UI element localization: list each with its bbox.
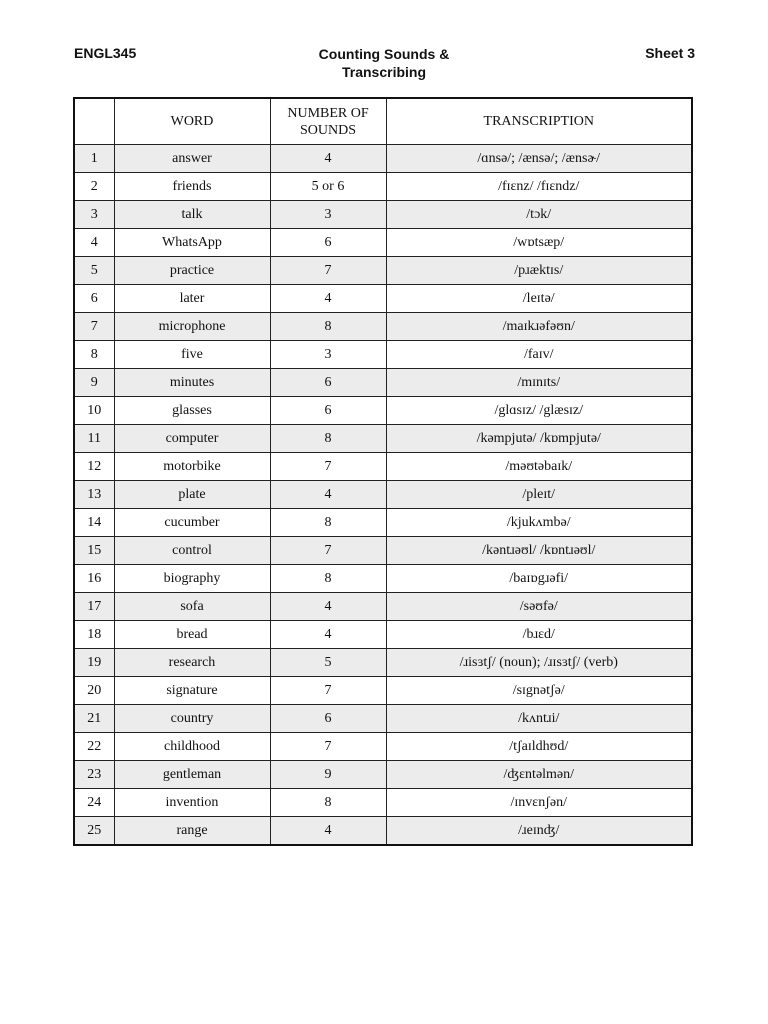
transcription-cell: /kjukʌmbə/	[386, 509, 692, 537]
row-number: 4	[74, 229, 114, 257]
transcription-cell: /məʊtəbaɪk/	[386, 453, 692, 481]
sound-count-cell: 7	[270, 537, 386, 565]
row-number: 20	[74, 677, 114, 705]
sound-count-cell: 5	[270, 649, 386, 677]
row-number: 25	[74, 817, 114, 846]
word-cell: childhood	[114, 733, 270, 761]
sound-count-cell: 8	[270, 565, 386, 593]
row-number: 22	[74, 733, 114, 761]
word-cell: country	[114, 705, 270, 733]
column-header-word: WORD	[114, 98, 270, 145]
word-cell: signature	[114, 677, 270, 705]
word-cell: talk	[114, 201, 270, 229]
sound-count-cell: 8	[270, 313, 386, 341]
transcription-cell: /maɪkɹəfəʊn/	[386, 313, 692, 341]
word-cell: microphone	[114, 313, 270, 341]
word-cell: motorbike	[114, 453, 270, 481]
transcription-table	[73, 97, 693, 846]
word-cell: range	[114, 817, 270, 846]
table-row	[74, 649, 692, 677]
table-row	[74, 425, 692, 453]
row-number: 10	[74, 397, 114, 425]
table-row	[74, 369, 692, 397]
row-number: 11	[74, 425, 114, 453]
transcription-cell: /ʤɛntəlmən/	[386, 761, 692, 789]
table-row	[74, 397, 692, 425]
word-cell: sofa	[114, 593, 270, 621]
transcription-cell: /pɹæktɪs/	[386, 257, 692, 285]
sound-count-cell: 3	[270, 341, 386, 369]
transcription-cell: /kəmpjutə/ /kɒmpjutə/	[386, 425, 692, 453]
course-code: ENGL345	[74, 45, 137, 61]
table-row	[74, 313, 692, 341]
transcription-cell: /leɪtə/	[386, 285, 692, 313]
sound-count-cell: 4	[270, 817, 386, 846]
page-title	[284, 45, 484, 81]
transcription-cell: /glɑsɪz/ /glæsɪz/	[386, 397, 692, 425]
transcription-cell: /tʃaɪldhʊd/	[386, 733, 692, 761]
sound-count-cell: 4	[270, 621, 386, 649]
row-number: 7	[74, 313, 114, 341]
sound-count-cell: 6	[270, 229, 386, 257]
word-cell: invention	[114, 789, 270, 817]
word-cell: later	[114, 285, 270, 313]
word-cell: WhatsApp	[114, 229, 270, 257]
sound-count-cell: 7	[270, 257, 386, 285]
sound-count-cell: 8	[270, 789, 386, 817]
row-number: 21	[74, 705, 114, 733]
sound-count-cell: 8	[270, 509, 386, 537]
transcription-cell: /pleɪt/	[386, 481, 692, 509]
column-header-number-of-sounds: NUMBER OF SOUNDS	[270, 98, 386, 145]
sound-count-cell: 4	[270, 593, 386, 621]
row-number: 9	[74, 369, 114, 397]
transcription-cell: /kəntɹəʊl/ /kɒntɹəʊl/	[386, 537, 692, 565]
table-row	[74, 677, 692, 705]
page-title-line-1: Counting Sounds &	[318, 46, 450, 62]
transcription-cell: /mɪnɪts/	[386, 369, 692, 397]
table-row	[74, 453, 692, 481]
row-number: 1	[74, 145, 114, 173]
row-number: 2	[74, 173, 114, 201]
row-number: 15	[74, 537, 114, 565]
column-header-index	[74, 98, 114, 145]
table-body	[74, 145, 692, 846]
word-cell: plate	[114, 481, 270, 509]
sound-count-cell: 4	[270, 481, 386, 509]
table-row	[74, 481, 692, 509]
table-row	[74, 705, 692, 733]
word-cell: answer	[114, 145, 270, 173]
word-cell: biography	[114, 565, 270, 593]
transcription-cell: /kʌntɹi/	[386, 705, 692, 733]
word-cell: five	[114, 341, 270, 369]
word-cell: friends	[114, 173, 270, 201]
column-header-transcription: TRANSCRIPTION	[386, 98, 692, 145]
transcription-cell: /sɪgnətʃə/	[386, 677, 692, 705]
transcription-cell: /ɹisɜtʃ/ (noun); /ɹɪsɜtʃ/ (verb)	[386, 649, 692, 677]
sound-count-cell: 6	[270, 705, 386, 733]
transcription-cell: /ɑnsə/; /ænsə/; /ænsɚ/	[386, 145, 692, 173]
sound-count-cell: 3	[270, 201, 386, 229]
table-row	[74, 621, 692, 649]
word-cell: research	[114, 649, 270, 677]
sound-count-cell: 8	[270, 425, 386, 453]
row-number: 14	[74, 509, 114, 537]
transcription-cell: /faɪv/	[386, 341, 692, 369]
word-cell: gentleman	[114, 761, 270, 789]
word-cell: control	[114, 537, 270, 565]
table-row	[74, 173, 692, 201]
word-cell: computer	[114, 425, 270, 453]
table-row	[74, 761, 692, 789]
word-cell: glasses	[114, 397, 270, 425]
table-row	[74, 201, 692, 229]
sound-count-cell: 7	[270, 677, 386, 705]
transcription-cell: /bɹɛd/	[386, 621, 692, 649]
table-row	[74, 537, 692, 565]
table-row	[74, 593, 692, 621]
table-row	[74, 341, 692, 369]
sheet-number: Sheet 3	[645, 45, 695, 61]
table-row	[74, 229, 692, 257]
row-number: 17	[74, 593, 114, 621]
row-number: 6	[74, 285, 114, 313]
row-number: 5	[74, 257, 114, 285]
transcription-cell: /wɒtsæp/	[386, 229, 692, 257]
row-number: 18	[74, 621, 114, 649]
sound-count-cell: 4	[270, 145, 386, 173]
row-number: 3	[74, 201, 114, 229]
table-row	[74, 285, 692, 313]
row-number: 16	[74, 565, 114, 593]
sound-count-cell: 9	[270, 761, 386, 789]
row-number: 13	[74, 481, 114, 509]
sound-count-cell: 5 or 6	[270, 173, 386, 201]
table-row	[74, 817, 692, 846]
transcription-cell: /fɪɛnz/ /fɪɛndz/	[386, 173, 692, 201]
transcription-cell: /baɪɒgɹəfi/	[386, 565, 692, 593]
page-title-line-2: Transcribing	[341, 64, 427, 80]
word-cell: practice	[114, 257, 270, 285]
table-row	[74, 509, 692, 537]
row-number: 19	[74, 649, 114, 677]
row-number: 12	[74, 453, 114, 481]
word-cell: cucumber	[114, 509, 270, 537]
table-header-row	[74, 98, 692, 145]
table-row	[74, 733, 692, 761]
word-cell: bread	[114, 621, 270, 649]
table-row	[74, 257, 692, 285]
table-row	[74, 565, 692, 593]
transcription-cell: /səʊfə/	[386, 593, 692, 621]
table-row	[74, 789, 692, 817]
row-number: 8	[74, 341, 114, 369]
transcription-cell: /tɔk/	[386, 201, 692, 229]
sound-count-cell: 7	[270, 733, 386, 761]
sound-count-cell: 4	[270, 285, 386, 313]
transcription-cell: /ɪnvɛnʃən/	[386, 789, 692, 817]
table-row	[74, 145, 692, 173]
sound-count-cell: 7	[270, 453, 386, 481]
row-number: 23	[74, 761, 114, 789]
sound-count-cell: 6	[270, 369, 386, 397]
sound-count-cell: 6	[270, 397, 386, 425]
word-cell: minutes	[114, 369, 270, 397]
row-number: 24	[74, 789, 114, 817]
transcription-cell: /ɹeɪnʤ/	[386, 817, 692, 846]
